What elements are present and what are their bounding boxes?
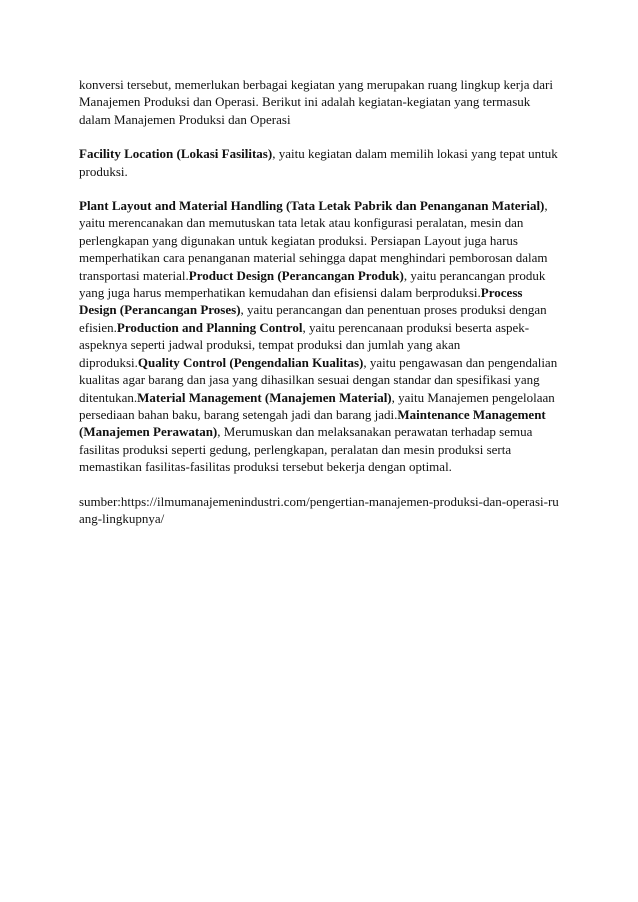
- facility-location-paragraph: [79, 145, 561, 180]
- activity-term-maintenance-management: Maintenance Management (Manajemen Perawatan): [79, 406, 546, 440]
- activity-desc-quality-control: , yaitu pengawasan dan pengendalian kualitas agar barang dan jasa yang dihasilkan sesuai dengan standar dan spesifikasi yang ditentukan.: [79, 354, 558, 405]
- facility-location-desc: , yaitu kegiatan dalam memilih lokasi yang tepat untuk produksi.: [79, 146, 558, 179]
- activities-paragraph: [79, 197, 561, 476]
- activity-desc-product-design: , yaitu perancangan produk yang juga harus memperhatikan kemudahan dan efisiensi dalam berproduksi.: [79, 267, 546, 301]
- activity-term-plant-layout: Plant Layout and Material Handling (Tata Letak Pabrik dan Penanganan Material): [79, 198, 545, 214]
- activity-desc-process-design: , yaitu perancangan dan penentuan proses produksi dengan efisien.: [79, 302, 547, 335]
- document-page: [79, 76, 561, 527]
- activity-term-process-design: Process Design (Perancangan Proses): [79, 285, 523, 318]
- activity-desc-plant-layout: , yaitu merencanakan dan memutuskan tata letak atau konfigurasi peralatan, mesin dan perlengkapan yang digunakan untuk kegiatan produksi. Persiapan Layout juga harus memperhatikan cara penanganan material sehingga dapat menghindari pemborosan dalam transportasi material.: [79, 198, 548, 283]
- activity-term-product-design: Product Design (Perancangan Produk): [188, 267, 404, 283]
- activity-term-material-management: Material Management (Manajemen Material): [137, 389, 392, 405]
- source-link[interactable]: sumber:https://ilmumanajemenindustri.com/pengertian-manajemen-produksi-dan-operasi-ruang-lingkupnya/: [79, 493, 559, 526]
- activity-term-quality-control: Quality Control (Pengendalian Kualitas): [137, 354, 364, 370]
- intro-paragraph: konversi tersebut, memerlukan berbagai kegiatan yang merupakan ruang lingkup kerja dari Manajemen Produksi dan Operasi. Berikut ini adalah kegiatan-kegiatan yang termasuk dalam Manajemen Produksi dan Operasi: [79, 77, 553, 127]
- facility-location-term: Facility Location (Lokasi Fasilitas): [79, 146, 273, 162]
- activity-desc-material-management: , yaitu Manajemen pengelolaan persediaan bahan baku, barang setengah jadi dan barang jadi.: [79, 389, 555, 422]
- activity-desc-production-planning: , yaitu perencanaan produksi beserta aspek-aspeknya seperti jadwal produksi, tempat produksi dan jumlah yang akan diproduksi.: [79, 319, 530, 370]
- activity-term-production-planning: Production and Planning Control: [116, 319, 303, 335]
- activity-desc-maintenance-management: , Merumuskan dan melaksanakan perawatan terhadap semua fasilitas produksi seperti gedung, perlengkapan, peralatan dan mesin produksi serta memastikan fasilitas-fasilitas produksi tersebut bekerja dengan optimal.: [79, 424, 533, 475]
